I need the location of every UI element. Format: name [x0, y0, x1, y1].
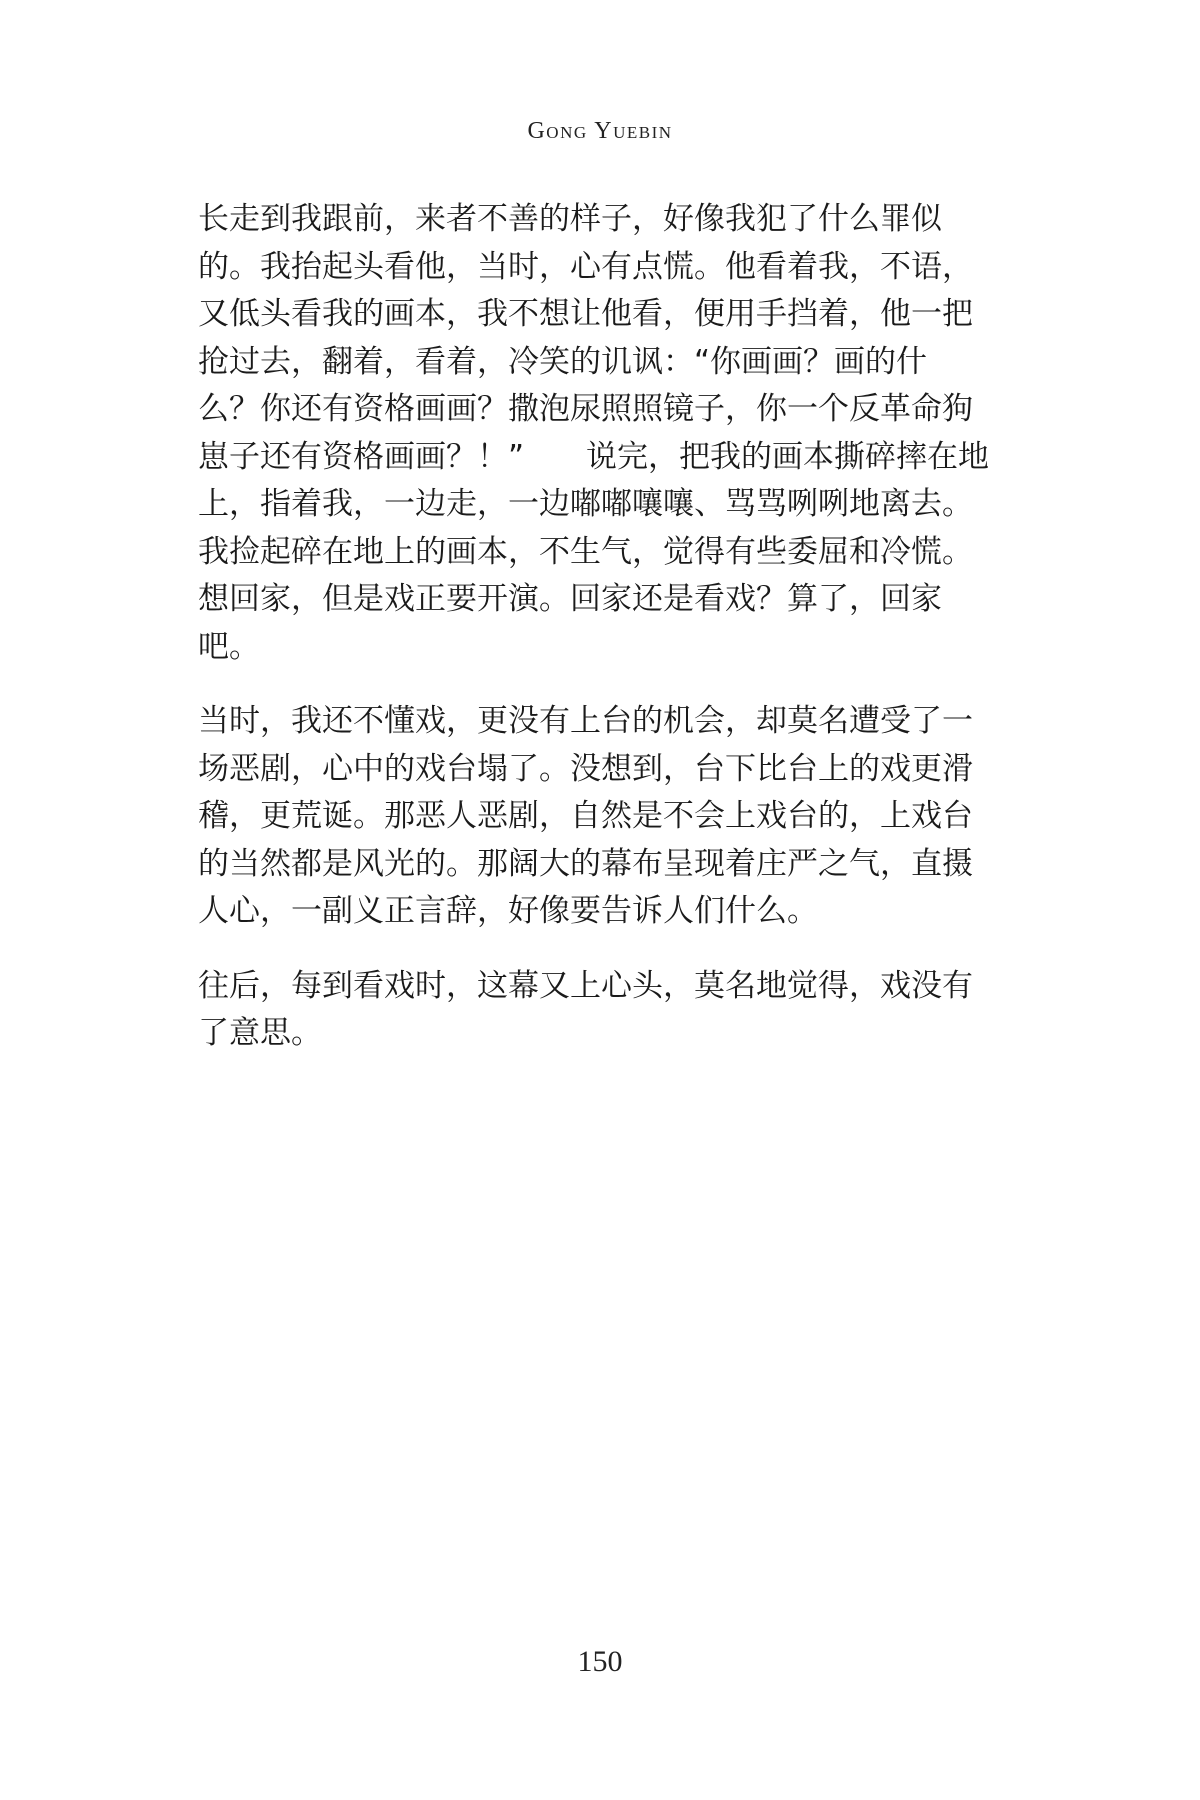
- text-line: 当时，我还不懂戏，更没有上台的机会，却莫名遭受了一: [198, 703, 973, 739]
- body-text: [198, 196, 1008, 1085]
- text-line: 长走到我跟前，来者不善的样子，好像我犯了什么罪似: [198, 201, 942, 237]
- text-line: 场恶剧，心中的戏台塌了。没想到，台下比台上的戏更滑: [198, 750, 973, 787]
- paragraph-2: [198, 698, 1008, 936]
- text-line: 又低头看我的画本，我不想让他看，便用手挡着，他一把: [198, 296, 973, 332]
- page-number: 150: [577, 1645, 623, 1678]
- text-line: 吧。: [198, 628, 260, 665]
- paragraph-3: [198, 963, 1008, 1058]
- text-line: 的当然都是风光的。那阔大的幕布呈现着庄严之气，直摄: [198, 845, 973, 882]
- text-line: 上，指着我，一边走，一边嘟嘟嚷嚷、骂骂咧咧地离去。: [198, 486, 973, 522]
- text-line: 往后，每到看戏时，这幕又上心头，莫名地觉得，戏没有: [198, 967, 973, 1004]
- text-line: 么？你还有资格画画？撒泡尿照照镜子，你一个反革命狗: [198, 391, 973, 427]
- paragraph-1: [198, 196, 1008, 671]
- text-line: 稽，更荒诞。那恶人恶剧，自然是不会上戏台的，上戏台: [198, 798, 973, 834]
- text-line: 崽子还有资格画画？！” 说完，把我的画本撕碎摔在地: [198, 438, 990, 475]
- text-line: 想回家，但是戏正要开演。回家还是看戏？算了，回家: [198, 581, 942, 617]
- text-line: 了意思。: [198, 1015, 322, 1051]
- text-line: 的。我抬起头看他，当时，心有点慌。他看着我，不语，: [198, 248, 973, 285]
- running-head: Gong Yuebin: [527, 118, 673, 144]
- text-line: 人心，一副义正言辞，好像要告诉人们什么。: [198, 893, 818, 929]
- text-line: 我捡起碎在地上的画本，不生气，觉得有些委屈和冷慌。: [198, 533, 973, 570]
- text-line: 抢过去，翻着，看着，冷笑的讥讽：“你画画？画的什: [198, 343, 928, 380]
